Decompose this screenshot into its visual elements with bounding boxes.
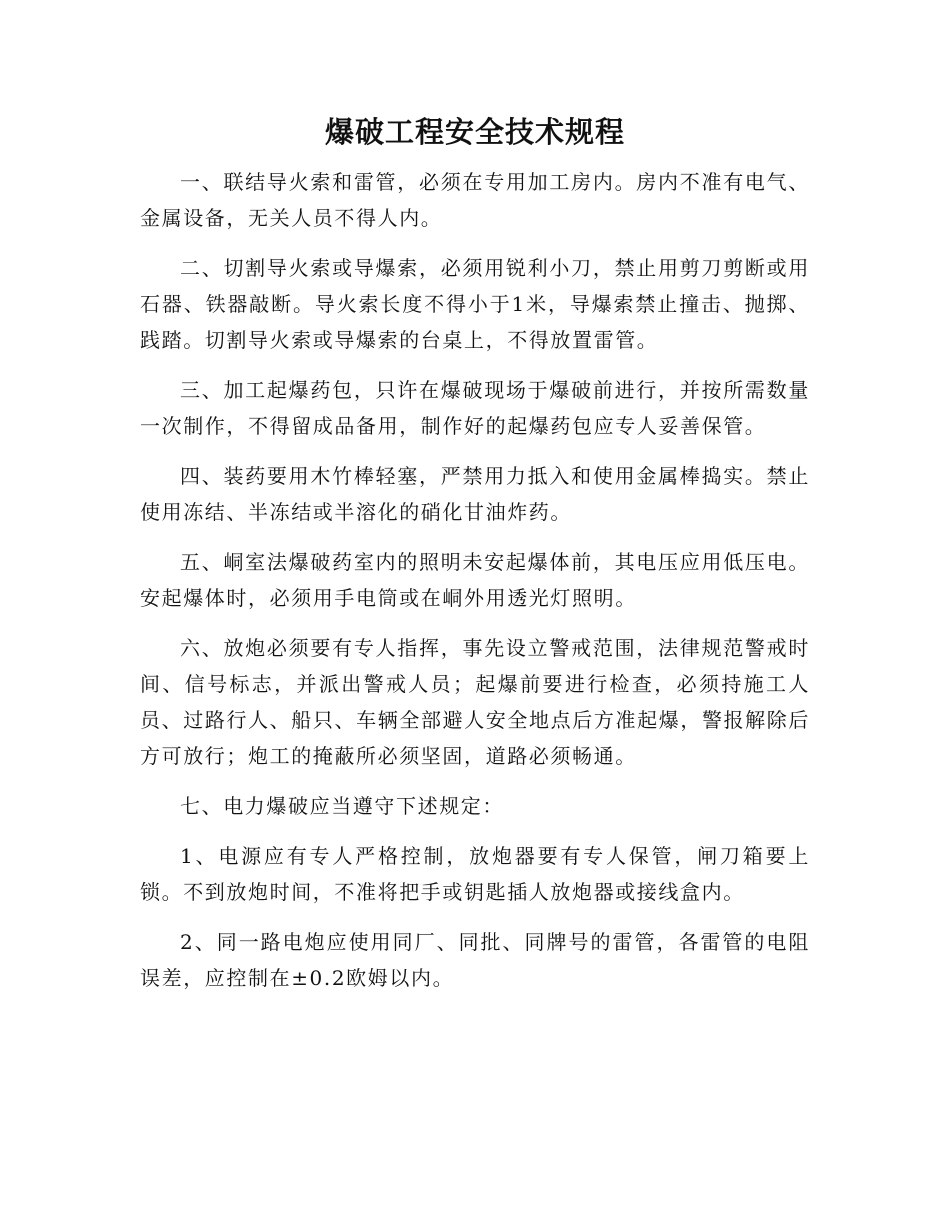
paragraph-4: 四、装药要用木竹棒轻塞，严禁用力抵入和使用金属棒捣实。禁止使用冻结、半冻结或半溶化的硝化甘油炸药。 <box>140 464 810 524</box>
paragraph-5: 五、峒室法爆破药室内的照明未安起爆体前，其电压应用低压电。安起爆体时，必须用手电筒或在峒外用透光灯照明。 <box>140 550 810 610</box>
paragraph-9: 2、同一路电炮应使用同厂、同批、同牌号的雷管，各雷管的电阻误差，应控制在±0.2欧姆以内。 <box>140 930 810 990</box>
paragraph-1: 一、联结导火索和雷管，必须在专用加工房内。房内不准有电气、金属设备，无关人员不得人内。 <box>140 170 810 230</box>
paragraph-7: 七、电力爆破应当遵守下述规定： <box>180 794 504 818</box>
document-title: 爆破工程安全技术规程 <box>324 115 625 149</box>
document-body <box>140 164 810 1010</box>
paragraph-6: 六、放炮必须要有专人指挥，事先设立警戒范围，法律规范警戒时间、信号标志，并派出警戒人员；起爆前要进行检查，必须持施工人员、过路行人、船只、车辆全部避人安全地点后方准起爆，警报解除后方可放行；炮工的掩蔽所必须坚固，道路必须畅通。 <box>140 636 810 768</box>
paragraph-3: 三、加工起爆药包，只许在爆破现场于爆破前进行，并按所需数量一次制作，不得留成品备用，制作好的起爆药包应专人妥善保管。 <box>140 378 810 438</box>
paragraph-2: 二、切割导火索或导爆索，必须用锐利小刀，禁止用剪刀剪断或用石器、铁器敲断。导火索长度不得小于1米，导爆索禁止撞击、抛掷、践踏。切割导火索或导爆索的台桌上，不得放置雷管。 <box>140 256 810 352</box>
paragraph-8: 1、电源应有专人严格控制，放炮器要有专人保管，闸刀箱要上锁。不到放炮时间，不准将把手或钥匙插人放炮器或接线盒内。 <box>140 844 810 904</box>
